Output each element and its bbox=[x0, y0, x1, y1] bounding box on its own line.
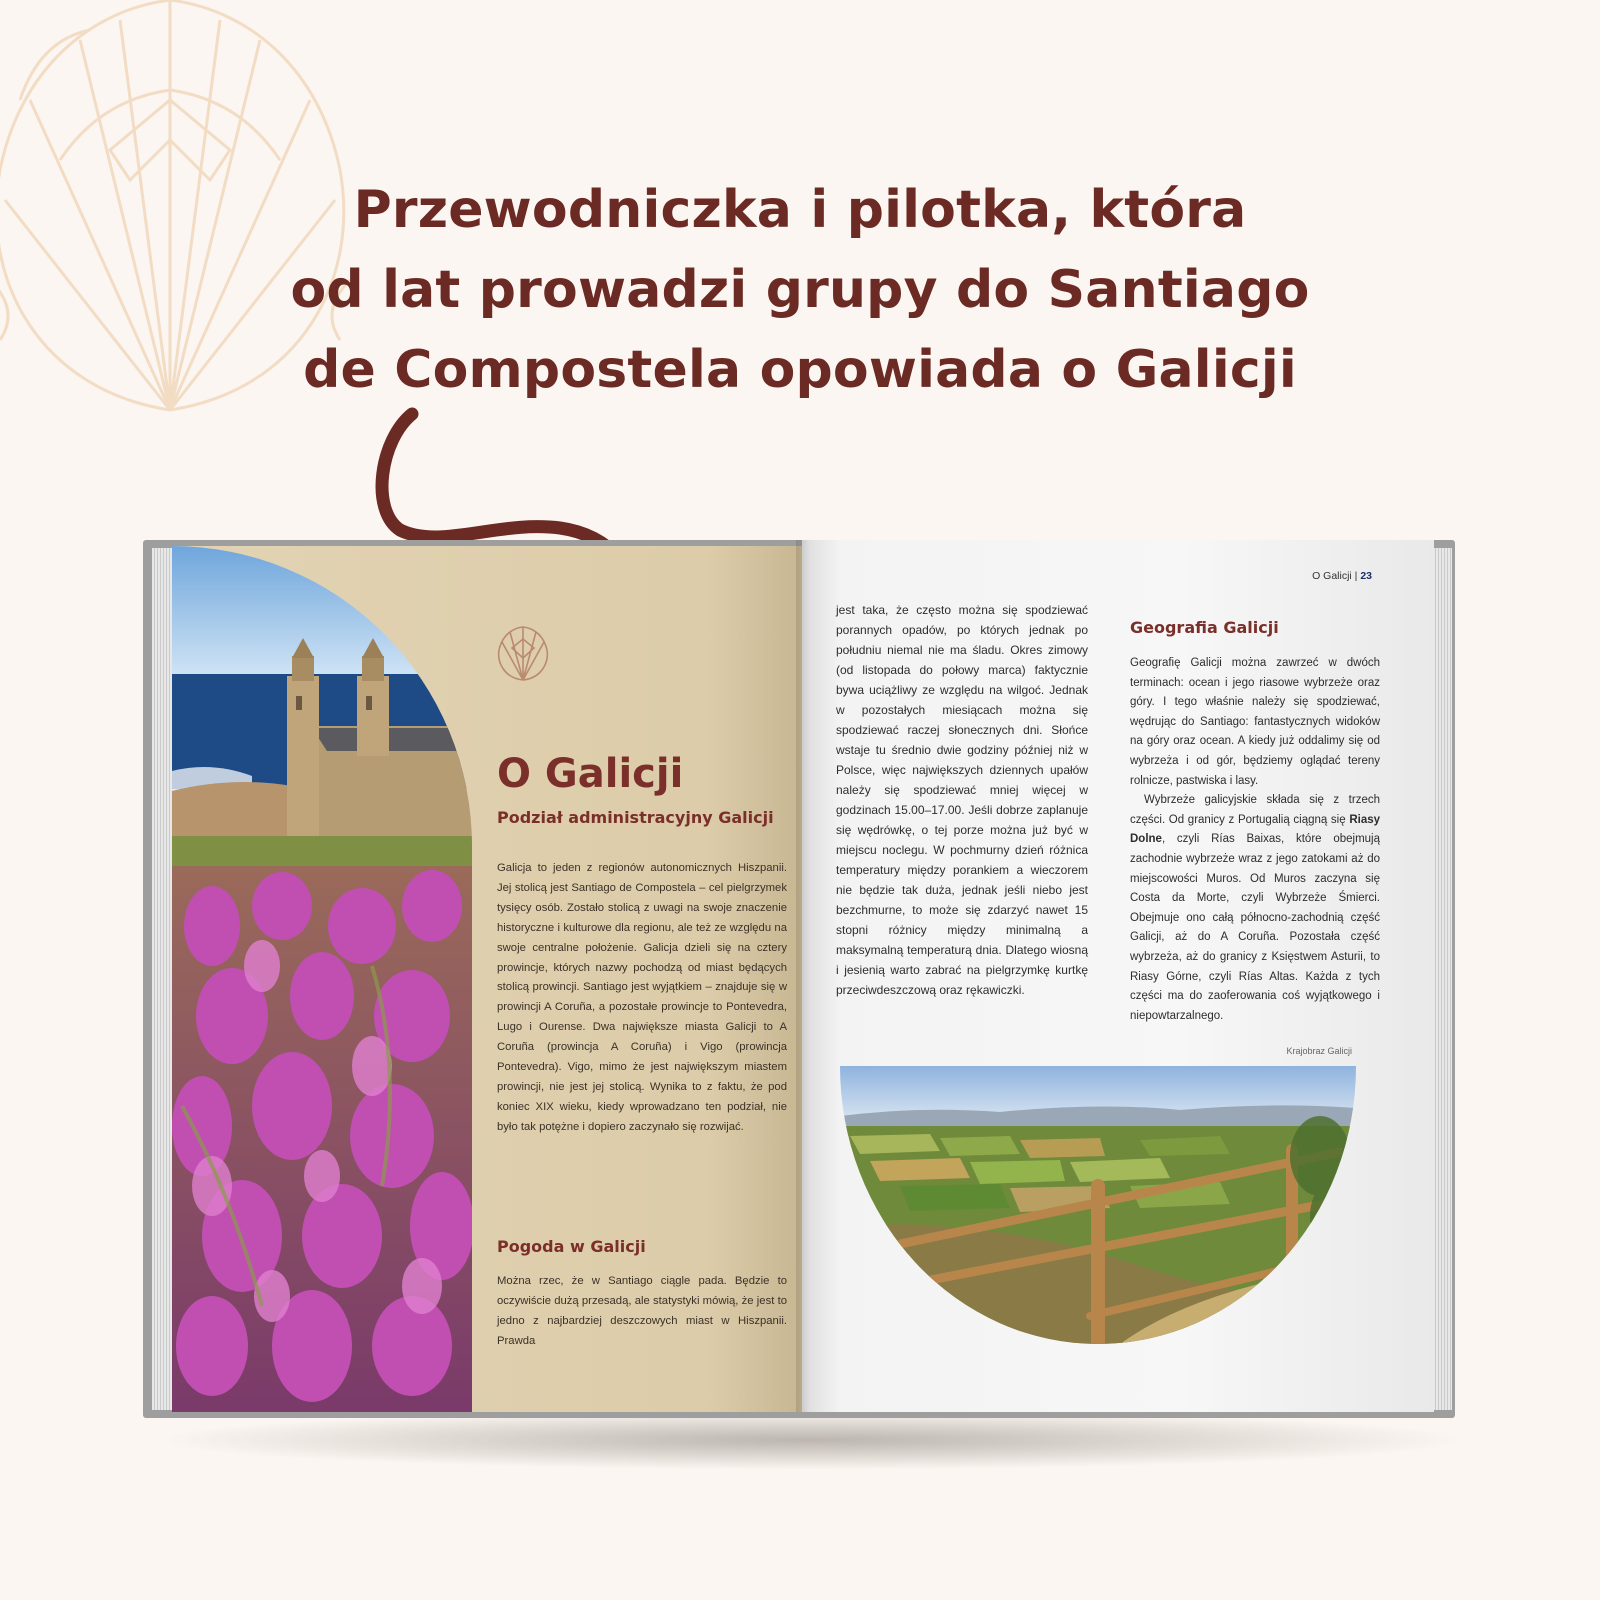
headline-line-2: od lat prowadzi grupy do Santiago bbox=[290, 260, 1310, 320]
geography-paragraph-1: Geografię Galicji można zawrzeć w dwóch terminach: ocean i jego riasowe wybrzeże oraz góry. I tego właśnie należy się spodziewać, wędrując do Santiago: fantastycznych widoków na góry oraz ocean. A kiedy już oddalimy się od wybrzeża i od gór, będziemy oglądać tereny rolnicze, pastwiska i lasy. bbox=[1130, 657, 1380, 787]
page-number: 23 bbox=[1360, 570, 1372, 582]
running-head bbox=[1312, 570, 1372, 582]
chapter-title: O Galicji bbox=[497, 751, 684, 797]
church-heather-photo bbox=[172, 546, 472, 1412]
book-spine bbox=[796, 540, 810, 1412]
headline-line-1: Przewodniczka i pilotka, która bbox=[353, 180, 1247, 240]
headline-line-3: de Compostela opowiada o Galicji bbox=[303, 340, 1297, 400]
weather-text-continued: jest taka, że często można się spodziewać porannych opadów, po których jednak po południu niemal nie ma śladu. Okres zimowy (od listopada do połowy marca) faktycznie bywa uciążliwy ze względu na wilgoć. Jednak w pozostałych miesiącach można się spodziewać raczej słonecznych dni. Słońce wstaje tu średnio dwie godziny później niż w Polsce, więc największych dziennych upałów należy się spodziewać mniej więcej w godzinach 15.00–17.00. Jeśli dobrze zaplanuje się wędrówkę, o tej porze można już być w miejscu noclegu. W pochmurny dzień różnica temperatury między porankiem a wieczorem nie będzie tak duża, jednak jeśli niebo jest bezchmurne, to może się zdarzyć nawet 15 stopni różnicy między minimalną a maksymalną temperaturą dnia. Dlatego wiosną i jesienią warto zabrać na pielgrzymkę kurtkę przeciwdeszczową oraz rękawiczki. bbox=[836, 603, 1088, 997]
page-shell-icon bbox=[494, 624, 552, 682]
section-text-administration: Galicja to jeden z regionów autonomicznych Hiszpanii. Jej stolicą jest Santiago de Compostela – cel pielgrzymek tysięcy osób. Zostało stolicą z uwagi na swoje znaczenie historyczne i kulturowe dla regionu, ale też ze względu na swoje centralne położenie. Galicja dzieli się na cztery prowincje, których nazwy pochodzą od miast będących stolicą prowincji. Santiago jest wyjątkiem – znajduje się w prowincji A Coruña, a pozostałe prowincje to Pontevedra, Lugo i Ourense. Dwa największe miasta Galicji to A Coruña (prowincja A Coruña) i Vigo (prowincja Pontevedra). Vigo, mimo że jest największym miastem prowincji, nie jest jej stolicą. Wynika to z faktu, że pod koniec XIX wieku, kiedy wprowadzano ten podział, nie było tak potężne i dopiero zaczynało się rozwijać. bbox=[497, 862, 787, 1133]
section-heading-geography: Geografia Galicji bbox=[1130, 618, 1279, 637]
geography-text bbox=[1130, 654, 1380, 1026]
photo-caption: Krajobraz Galicji bbox=[1286, 1046, 1352, 1056]
section-heading-weather: Pogoda w Galicji bbox=[497, 1237, 646, 1256]
geography-paragraph-2-start: Wybrzeże galicyjskie składa się z trzech części. Od granicy z Portugalią ciągną się bbox=[1130, 794, 1380, 826]
riasy-dolne-bold: Riasy Dolne bbox=[1130, 813, 1380, 846]
landscape-photo bbox=[840, 1066, 1356, 1344]
page-edges-left bbox=[152, 548, 174, 1410]
left-page bbox=[172, 546, 802, 1412]
book-shadow bbox=[150, 1410, 1470, 1470]
headline bbox=[0, 170, 1600, 410]
section-heading-administration: Podział administracyjny Galicji bbox=[497, 808, 774, 827]
geography-paragraph-2-end: , czyli Rías Baixas, które obejmują zachodnie wybrzeże wraz z jego zatokami aż do miejscowości Muros. Od Muros zaczyna się Costa da Morte, czyli Wybrzeże Śmierci. Obejmuje ono całą północno-zachodnią część Galicji, aż do A Coruña. Pozostała część wybrzeża, aż do granicy z Księstwem Asturii, to Riasy Górne, czyli Rías Altas. Każda z tych części ma do zaoferowania coś wyjątkowego i niepowtarzalnego. bbox=[1130, 833, 1380, 1022]
section-text-weather: Można rzec, że w Santiago ciągle pada. Będzie to oczywiście dużą przesadą, ale statystyki mówią, że jest to jedno z najbardziej deszczowych miast w Hiszpanii. Prawda bbox=[497, 1275, 787, 1347]
right-page bbox=[802, 540, 1434, 1412]
running-head-title: O Galicji | bbox=[1312, 570, 1358, 582]
geography-paragraph-2 bbox=[1130, 791, 1380, 1026]
